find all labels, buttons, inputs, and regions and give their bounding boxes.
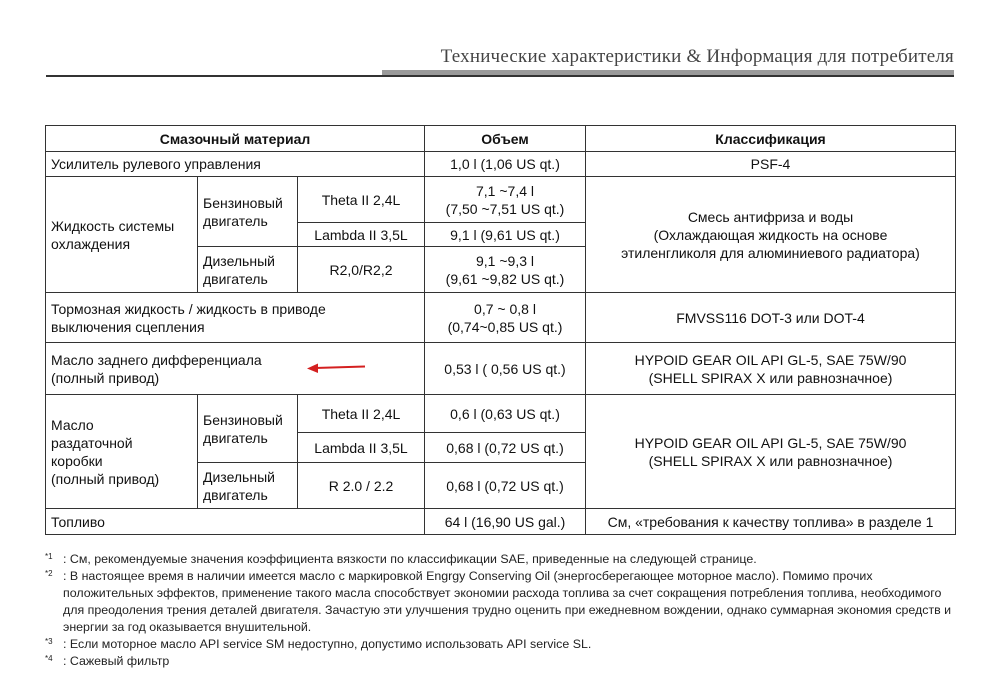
fuel-class: См, «требования к качеству топлива» в разделе 1	[586, 509, 956, 535]
coolant-name: Жидкость системы охлаждения	[46, 177, 198, 293]
header-volume: Объем	[425, 126, 586, 152]
coolant-volume-r20	[425, 247, 586, 293]
table-row	[46, 509, 956, 535]
coolant-class-l1: Смесь антифриза и воды	[687, 208, 854, 225]
header-classification: Классификация	[586, 126, 956, 152]
arrow-head	[307, 364, 318, 374]
transfer-volume-lambda: 0,68 l (0,72 US qt.)	[425, 433, 586, 463]
brake-volume	[425, 293, 586, 343]
footnote-mark: *2	[45, 569, 53, 578]
footnote	[45, 653, 957, 670]
transfer-engine-theta: Theta II 2,4L	[298, 395, 425, 433]
footnotes	[45, 551, 957, 670]
page-header-title: Технические характеристики & Информация для потребителя	[440, 46, 954, 67]
brake-name-l1: Тормозная жидкость / жидкость в приводе	[51, 300, 326, 317]
power-steering-volume: 1,0 l (1,06 US qt.)	[425, 152, 586, 177]
footnote-mark: *1	[45, 552, 53, 561]
coolant-volume-theta-l2: (7,50 ~7,51 US qt.)	[445, 200, 565, 217]
transfer-engine-r20: R 2.0 / 2.2	[298, 463, 425, 509]
table-row	[46, 343, 956, 395]
brake-volume-l1: 0,7 ~ 0,8 l	[474, 300, 536, 317]
rear-diff-name-l1: Масло заднего дифференциала	[51, 351, 262, 368]
rear-diff-class-l2: (SHELL SPIRAX X или равнозначное)	[648, 369, 893, 386]
fuel-volume: 64 l (16,90 US gal.)	[425, 509, 586, 535]
transfer-name-l4: (полный привод)	[51, 470, 160, 487]
brake-name-l2: выключения сцепления	[51, 318, 205, 335]
transfer-name	[46, 395, 198, 509]
transfer-name-l1: Масло	[51, 416, 94, 433]
transfer-engine-lambda: Lambda II 3,5L	[298, 433, 425, 463]
transfer-name-l2: раздаточной	[51, 434, 133, 451]
coolant-engine-r20: R2,0/R2,2	[298, 247, 425, 293]
header-rule	[46, 75, 954, 77]
transfer-name-l3: коробки	[51, 452, 103, 469]
transfer-petrol-label: Бензиновый двигатель	[198, 395, 298, 463]
transfer-volume-theta: 0,6 l (0,63 US qt.)	[425, 395, 586, 433]
lubricant-spec-table	[45, 125, 956, 535]
footnote-mark: *4	[45, 654, 53, 663]
coolant-engine-lambda: Lambda II 3,5L	[298, 223, 425, 247]
coolant-class	[586, 177, 956, 293]
footnote	[45, 568, 957, 636]
rear-diff-name-l2: (полный привод)	[51, 369, 160, 386]
table-row	[46, 395, 956, 433]
transfer-volume-r20: 0,68 l (0,72 US qt.)	[425, 463, 586, 509]
coolant-diesel-label: Дизельный двигатель	[198, 247, 298, 293]
rear-diff-class	[586, 343, 956, 395]
transfer-class-l2: (SHELL SPIRAX X или равнозначное)	[648, 452, 893, 469]
table-row	[46, 177, 956, 223]
footnote-text: : Если моторное масло API service SM недоступно, допустимо использовать API service SL.	[63, 637, 592, 651]
coolant-volume-theta	[425, 177, 586, 223]
footnote-text: : В настоящее время в наличии имеется масло с маркировкой Engrgy Conserving Oil (энергосберегающее моторное масло). Помимо прочих положительных эффектов, применение такого масла способствует экономии расхода топлива за счет сокращения потребления топлива, необходимого для преодоления трения деталей двигателя. Зачастую эти улучшения трудно оценить при ежедневном вождении, однако суммарная экономия средств и энергии за год оказывается внушительной.	[63, 569, 952, 634]
footnote	[45, 551, 957, 568]
arrow-shaft	[315, 367, 365, 369]
coolant-volume-theta-l1: 7,1 ~7,4 l	[476, 182, 534, 199]
coolant-petrol-label: Бензиновый двигатель	[198, 177, 298, 247]
table-header-row	[46, 126, 956, 152]
transfer-diesel-label: Дизельный двигатель	[198, 463, 298, 509]
power-steering-class: PSF-4	[586, 152, 956, 177]
red-arrow-icon	[307, 361, 367, 375]
coolant-class-l3: этиленгликоля для алюминиевого радиатора)	[621, 244, 920, 261]
rear-diff-volume: 0,53 l ( 0,56 US qt.)	[425, 343, 586, 395]
rear-diff-name	[46, 343, 425, 395]
coolant-volume-r20-l2: (9,61 ~9,82 US qt.)	[445, 270, 565, 287]
fuel-name: Топливо	[46, 509, 425, 535]
table-row	[46, 293, 956, 343]
coolant-volume-r20-l1: 9,1 ~9,3 l	[476, 252, 534, 269]
transfer-class	[586, 395, 956, 509]
footnote	[45, 636, 957, 653]
footnote-text: : Сажевый фильтр	[63, 654, 170, 668]
transfer-class-l1: HYPOID GEAR OIL API GL-5, SAE 75W/90	[634, 434, 907, 451]
footnote-mark: *3	[45, 637, 53, 646]
coolant-volume-lambda: 9,1 l (9,61 US qt.)	[425, 223, 586, 247]
power-steering-name: Усилитель рулевого управления	[46, 152, 425, 177]
coolant-class-l2: (Охлаждающая жидкость на основе	[653, 226, 888, 243]
table-row	[46, 152, 956, 177]
footnote-text: : См, рекомендуемые значения коэффициента вязкости по классификации SAE, приведенные на следующей странице.	[63, 552, 757, 566]
brake-volume-l2: (0,74~0,85 US qt.)	[447, 318, 563, 335]
brake-class: FMVSS116 DOT-3 или DOT-4	[586, 293, 956, 343]
brake-name	[46, 293, 425, 343]
rear-diff-class-l1: HYPOID GEAR OIL API GL-5, SAE 75W/90	[634, 351, 907, 368]
coolant-engine-theta: Theta II 2,4L	[298, 177, 425, 223]
header-material: Смазочный материал	[46, 126, 425, 152]
